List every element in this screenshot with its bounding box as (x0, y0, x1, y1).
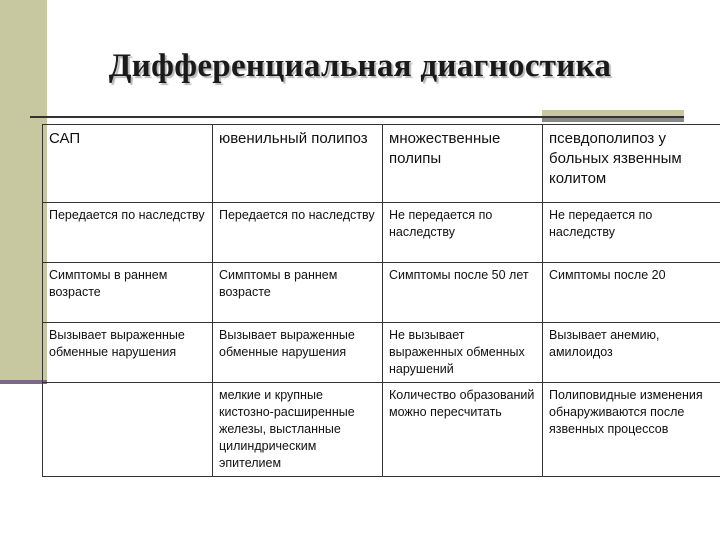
header-cell-pseudopolyposis: псевдополипоз у больных язвенным колитом (543, 125, 720, 203)
table-cell: Количество образований можно пересчитать (383, 383, 543, 477)
table-row (43, 263, 720, 323)
header-cell-sap: САП (43, 125, 213, 203)
table-row (43, 323, 720, 383)
table-row (43, 203, 720, 263)
table-cell: Вызывает выраженные обменные нарушения (43, 323, 213, 383)
table-cell: Не передается по наследству (543, 203, 720, 263)
header-cell-multiple: множественные полипы (383, 125, 543, 203)
slide-title: Дифференциальная диагностика (108, 48, 612, 84)
left-decor-line (0, 380, 47, 384)
table-cell: Симптомы после 50 лет (383, 263, 543, 323)
table-cell: Симптомы в раннем возрасте (43, 263, 213, 323)
table-cell: Вызывает анемию, амилоидоз (543, 323, 720, 383)
header-cell-juvenile: ювенильный полипоз (213, 125, 383, 203)
table-cell: Передается по наследству (213, 203, 383, 263)
title-rule (30, 116, 684, 118)
table-cell: Симптомы после 20 (543, 263, 720, 323)
table-header-row (43, 125, 720, 203)
table-cell: Не вызывает выраженных обменных нарушений (383, 323, 543, 383)
table-cell: Полиповидные изменения обнаруживаются после язвенных процессов (543, 383, 720, 477)
table-cell (43, 383, 213, 477)
differential-diagnosis-table (42, 124, 720, 477)
table-cell: мелкие и крупные кистозно-расширенные железы, выстланные цилиндрическим эпителием (213, 383, 383, 477)
table-cell: Передается по наследству (43, 203, 213, 263)
title-rule-accent-shadow (542, 118, 684, 122)
table-cell: Симптомы в раннем возрасте (213, 263, 383, 323)
table-row (43, 383, 720, 477)
table-cell: Не передается по наследству (383, 203, 543, 263)
table-cell: Вызывает выраженные обменные нарушения (213, 323, 383, 383)
